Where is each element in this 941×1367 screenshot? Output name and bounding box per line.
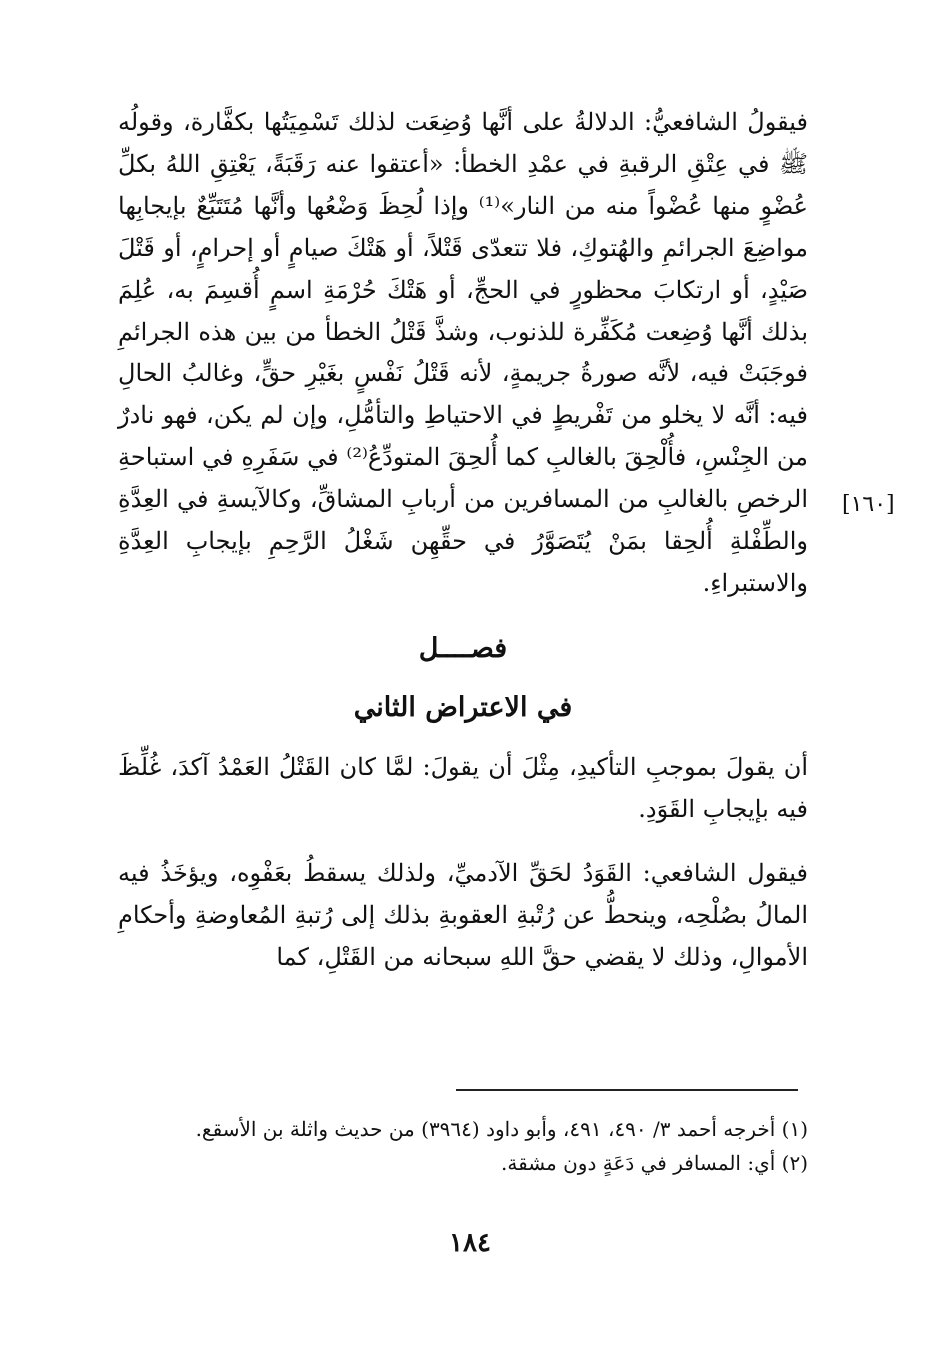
page-number: ١٨٤ bbox=[449, 1228, 491, 1258]
footnote-2: (٢) أي: المسافر في دَعَةٍ دون مشقة. bbox=[501, 1151, 808, 1175]
main-text bbox=[118, 102, 808, 978]
paragraph-1: فيقولُ الشافعيُّ: الدلالةُ على أنَّها وُضِعَت لذلك تَسْمِيَتُها بكفَّارة، وقولُه ﷺ في عِتْقِ الرقبةِ في عمْدِ الخطأ: «أعتقوا عنه رَقَبَةً، يَعْتِقِ اللهُ بكلِّ عُضْوٍ منها عُضْواً منه من النار»⁽¹⁾ وإذا لُحِظَ وَضْعُها وأنَّها مُتَتَبِّعٌ بإيجابِها مواضِعَ الجرائمِ والهُتوكِ، فلا تتعدّى قَتْلاً، أو هَتْكَ صيامٍ أو إحرامٍ، أو قَتْلَ صَيْدٍ، أو ارتكابَ محظورٍ في الحجِّ، أو هَتْكَ حُرْمَةِ اسمٍ أُقسِمَ به، عُلِمَ بذلك أنَّها وُضِعت مُكَفِّرة للذنوب، وشذَّ قَتْلُ الخطأ من بين هذه الجرائمِ فوجَبَتْ فيه، لأنَّه صورةُ جريمةٍ، لأنه قَتْلُ نَفْسٍ بغَيْرِ حقٍّ، وغالبُ الحالِ فيه: أنَّه لا يخلو من تَفْريطٍ في الاحتياطِ والتأمُّلِ، وإن لم يكن، فهو نادرٌ من الجِنْسِ، فأُلْحِقَ بالغالبِ كما أُلحِقَ المتودِّعُ⁽²⁾ في سَفَرِهِ في استباحةِ الرخصِ بالغالبِ من المسافرين من أربابِ المشاقِّ، وكالآيسةِ في العِدَّةِ والطِّفْلةِ أُلحِقا بمَنْ يُتَصَوَّرُ في حقِّهِن شَغْلُ الرَّحِمِ بإيجابِ العِدَّةِ والاستبراءِ. bbox=[118, 108, 808, 597]
paragraph-2: أن يقولَ بموجبِ التأكيدِ، مِثْلَ أن يقولَ: لمَّا كان القَتْلُ العَمْدُ آكدَ، غُلِّظَ فيه بإيجابِ القَوَدِ. bbox=[118, 752, 808, 823]
margin-page-reference: [١٦٠] bbox=[842, 492, 895, 517]
section-heading: فصــــل bbox=[418, 632, 508, 664]
paragraph-3: فيقول الشافعي: القَوَدُ لحَقِّ الآدميِّ، ولذلك يسقطُ بعَفْوِه، ويؤخَذُ فيه المالُ بصُلْحِه، وينحطُّ عن رُتْبةِ العقوبةِ بذلك إلى رُتبةِ المُعاوضةِ وأحكامِ الأموالِ، وذلك لا يقضي حقَّ اللهِ سبحانه من القَتْلِ، كما bbox=[118, 858, 808, 971]
section-subtitle: في الاعتراض الثاني bbox=[353, 691, 573, 723]
footnotes bbox=[118, 1112, 808, 1180]
footnote-1: (١) أخرجه أحمد ٣/ ٤٩٠، ٤٩١، وأبو داود (٣٩٦٤) من حديث واثلة بن الأسقع. bbox=[195, 1117, 808, 1141]
footnote-separator bbox=[456, 1089, 798, 1091]
